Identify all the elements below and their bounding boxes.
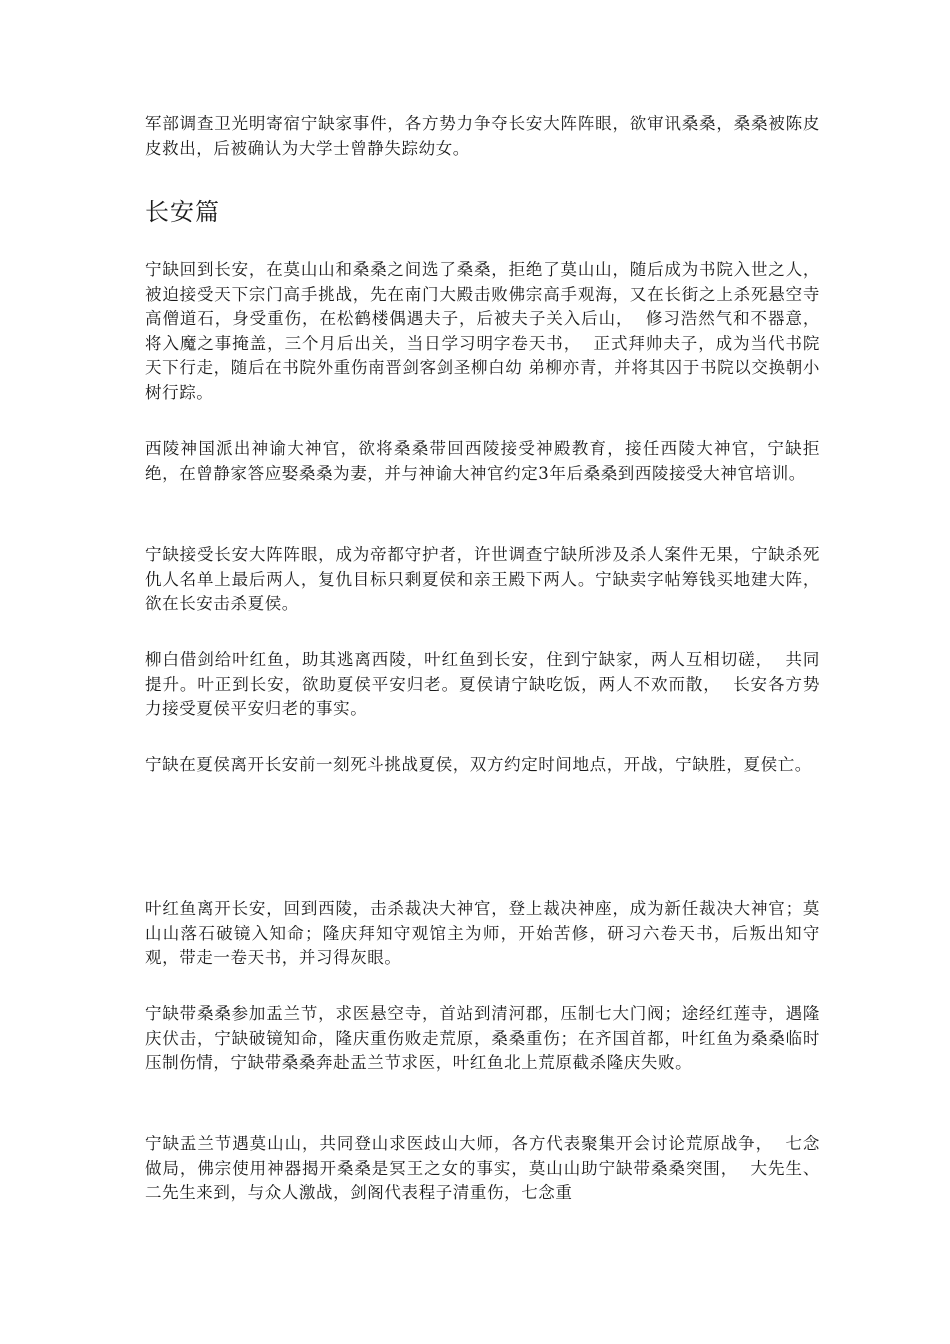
body-paragraph: 叶红鱼离开长安，回到西陵，击杀裁决大神官，登上裁决神座，成为新任裁决大神官；莫山山落石破镜入知命；隆庆拜知守观馆主为师，开始苦修，研习六卷天书，后叛出知守观，带走一卷天书，并习得灰眼。 bbox=[145, 899, 820, 967]
section-title: 长安篇 bbox=[145, 198, 220, 226]
body-paragraph: 宁缺盂兰节遇莫山山，共同登山求医歧山大师，各方代表聚集开会讨论荒原战争， 七念做局，佛宗使用神器揭开桑桑是冥王之女的事实，莫山山助宁缺带桑桑突围， 大先生、二先生来到，与众人激战，剑阁代表程子清重伤，七念重 bbox=[145, 1134, 820, 1202]
body-paragraph: 宁缺在夏侯离开长安前一刻死斗挑战夏侯，双方约定时间地点，开战，宁缺胜，夏侯亡。 bbox=[145, 755, 812, 774]
body-paragraph: 宁缺接受长安大阵阵眼，成为帝都守护者，许世调查宁缺所涉及杀人案件无果，宁缺杀死仇人名单上最后两人，复仇目标只剩夏侯和亲王殿下两人。宁缺卖字帖筹钱买地建大阵，欲在长安击杀夏侯。 bbox=[145, 545, 820, 613]
body-paragraph: 柳白借剑给叶红鱼，助其逃离西陵，叶红鱼到长安，住到宁缺家，两人互相切磋， 共同提升。叶正到长安，欲助夏侯平安归老。夏侯请宁缺吃饭，两人不欢而散， 长安各方势力接受夏侯平安归老的事实。 bbox=[145, 650, 820, 718]
body-paragraph: 宁缺回到长安，在莫山山和桑桑之间选了桑桑，拒绝了莫山山，随后成为书院入世之人，被迫接受天下宗门高手挑战，先在南门大殿击败佛宗高手观海，又在长街之上杀死悬空寺高僧道石，身受重伤，在松鹤楼偶遇夫子，后被夫子关入后山， 修习浩然气和不器意，将入魔之事掩盖，三个月后出关，当日学习明字卷天书， 正式拜帅夫子，成为当代书院天下行走，随后在书院外重伤南晋剑客剑圣柳白幼 弟柳亦青，并将其囚于书院以交换朝小树行踪。 bbox=[145, 260, 820, 402]
intro-paragraph: 军部调查卫光明寄宿宁缺家事件，各方势力争夺长安大阵阵眼，欲审讯桑桑，桑桑被陈皮皮救出，后被确认为大学士曾静失踪幼女。 bbox=[145, 114, 820, 158]
body-paragraph: 西陵神国派出神谕大神官，欲将桑桑带回西陵接受神殿教育，接任西陵大神官，宁缺拒绝，在曾静家答应娶桑桑为妻，并与神谕大神官约定3年后桑桑到西陵接受大神官培训。 bbox=[145, 439, 820, 483]
body-paragraph: 宁缺带桑桑参加盂兰节，求医悬空寺，首站到清河郡，压制七大门阀；途经红莲寺，遇隆庆伏击，宁缺破镜知命，隆庆重伤败走荒原，桑桑重伤；在齐国首都，叶红鱼为桑桑临时压制伤情，宁缺带桑桑奔赴盂兰节求医，叶红鱼北上荒原截杀隆庆失败。 bbox=[145, 1004, 820, 1072]
